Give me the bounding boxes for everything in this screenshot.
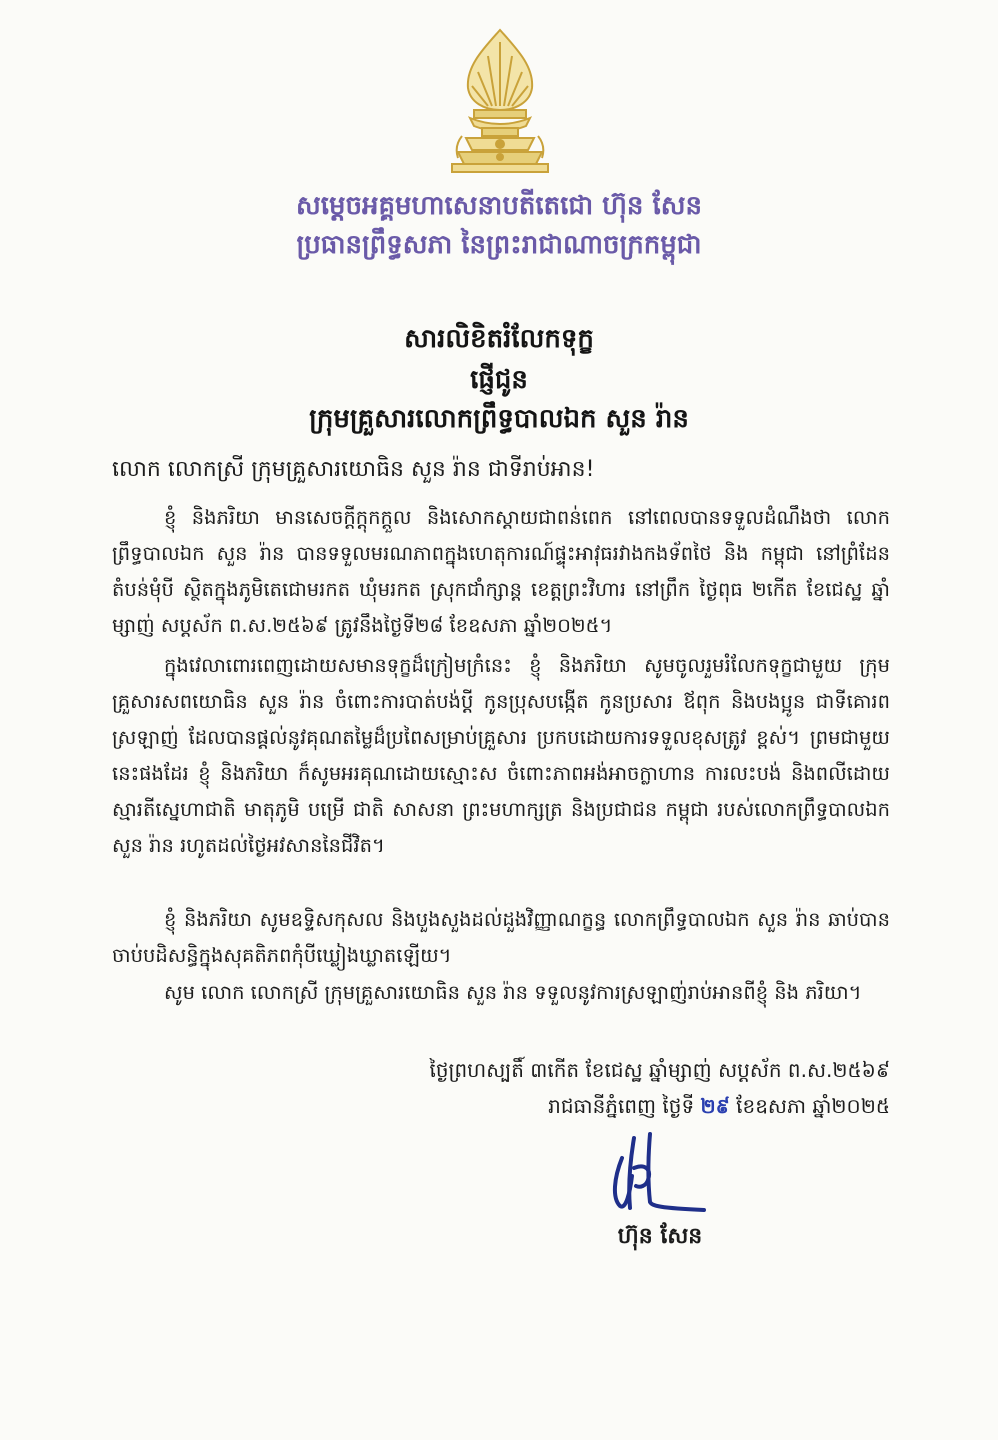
signature-icon — [600, 1128, 710, 1220]
date-day: ២៩ — [700, 1094, 730, 1118]
place-date — [290, 1088, 890, 1124]
signer-name: ហ៊ុន សែន — [617, 1224, 703, 1249]
body-paragraph: ខ្ញុំ និងភរិយា សូមឧទ្ទិសកុសល និងបួងសួងដល់ដួងវិញ្ញាណក្ខន្ធ លោកព្រឹទ្ធបាលឯក សួន រ៉ាន ឆាប់បានចាប់បដិសន្ធិក្នុងសុគតិភពកុំបីឃ្លៀងឃ្លាតឡើយ។ — [112, 908, 890, 967]
body-paragraph: ខ្ញុំ និងភរិយា មានសេចក្តីក្តុកក្តួល និងសោកស្តាយជាពន់ពេក នៅពេលបានទទួលដំណឹងថា លោកព្រឹទ្ធបាលឯក សួន រ៉ាន បានទទួលមរណភាពក្នុងហេតុការណ៍ផ្ទុះអាវុធរវាងកងទ័ពថៃ និង កម្ពុជា នៅព្រំដែនតំបន់មុំបី ស្ថិតក្នុងភូមិតេជោមរកត ឃុំមរកត ស្រុកជាំក្សាន្ត ខេត្តព្រះវិហារ នៅព្រឹក ថ្ងៃពុធ ២កើត ខែជេស្ឋ ឆ្នាំម្សាញ់ សប្តស័ក ព.ស.២៥៦៩ ត្រូវនឹងថ្ងៃទី២៨ ខែឧសភា ឆ្នាំ២០២៥។ — [112, 506, 890, 637]
letter-recipient: ក្រុមគ្រួសារលោកព្រឹទ្ធបាលឯក សួន រ៉ាន — [309, 404, 689, 434]
office-title: សម្តេចអគ្គមហាសេនាបតីតេជោ ហ៊ុន សែន — [296, 191, 702, 221]
place-prefix: រាជធានីភ្នំពេញ ថ្ងៃទី — [548, 1094, 701, 1118]
emblem-icon — [444, 26, 556, 176]
office-subtitle: ប្រធានព្រឹទ្ធសភា នៃព្រះរាជាណាចក្រកម្ពុជា — [296, 230, 702, 260]
body-paragraph: ក្នុងវេលាពោរពេញដោយសមានទុក្ខដ៏ក្រៀមក្រំនេះ ខ្ញុំ និងភរិយា សូមចូលរួមរំលែកទុក្ខជាមួយ ក្រុមគ្រួសារសពយោធិន សួន រ៉ាន ចំពោះការបាត់បង់ប្តី កូនប្រុសបង្កើត កូនប្រសារ ឪពុក និងបងប្អូន ជាទីគោរពស្រឡាញ់ ដែលបានផ្តល់នូវគុណតម្លៃដ៏ប្រពៃសម្រាប់គ្រួសារ ប្រកបដោយការទទួលខុសត្រូវ ខ្ពស់។ ព្រមជាមួយនេះផងដែរ ខ្ញុំ និងភរិយា ក៏សូមអរគុណដោយស្មោះស ចំពោះភាពអង់អាចក្លាហាន ការលះបង់ និងពលីដោយស្មារតីស្នេហាជាតិ មាតុភូមិ បម្រើ ជាតិ សាសនា ព្រះមហាក្សត្រ និងប្រជាជន កម្ពុជា របស់លោកព្រឹទ្ធបាលឯក សួន រ៉ាន រហូតដល់ថ្ងៃអវសាននៃជីវិត។ — [112, 654, 890, 857]
lunar-date: ថ្ងៃព្រហស្បតិ៍ ៣កើត ខែជេស្ឋ ឆ្នាំម្សាញ់ សប្តស័ក ព.ស.២៥៦៩ — [429, 1058, 890, 1082]
place-suffix: ខែឧសភា ឆ្នាំ២០២៥ — [729, 1094, 890, 1118]
body-paragraph: សូម លោក លោកស្រី ក្រុមគ្រួសារយោធិន សួន រ៉ាន ទទួលនូវការស្រឡាញ់រាប់អានពីខ្ញុំ និង ភរិយា។ — [164, 981, 862, 1004]
salutation: លោក លោកស្រី ក្រុមគ្រួសារយោធិន សួន រ៉ាន ជាទីរាប់អាន! — [112, 457, 595, 482]
letter-title-addressed: ផ្ញើជូន — [470, 365, 528, 395]
letter-title: សារលិខិតរំលែកទុក្ខ — [404, 324, 594, 354]
